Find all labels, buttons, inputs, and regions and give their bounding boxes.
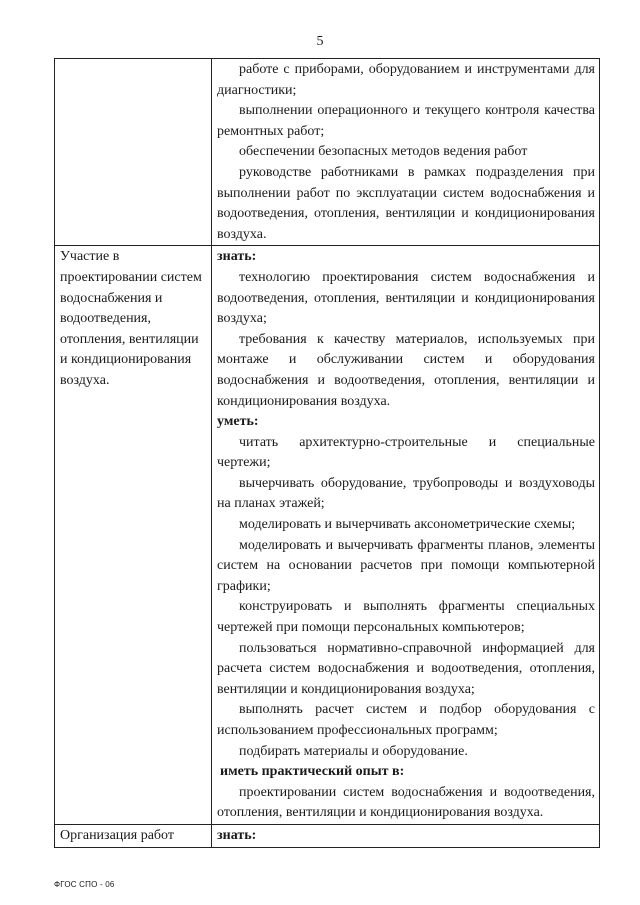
requirement-item: подбирать материалы и оборудование. xyxy=(239,743,468,759)
requirement-item: конструировать и выполнять фрагменты специальных чертежей при помощи персональных компьютеров; xyxy=(217,599,595,636)
requirement-item: читать архитектурно-строительные и специальные чертежи; xyxy=(217,434,595,471)
section-heading: знать: xyxy=(217,249,257,265)
requirement-item: выполнять расчет систем и подбор оборудования с использованием профессиональных программ; xyxy=(217,702,595,738)
document-footer: ФГОС СПО - 06 xyxy=(54,880,115,889)
requirement-item: технологию проектирования систем водоснабжения и водоотведения, отопления, вентиляции и кондиционирования воздуха; xyxy=(217,269,595,327)
section-heading: знать: xyxy=(217,827,257,843)
competency-table xyxy=(54,58,600,848)
requirement-item: пользоваться нормативно-справочной информацией для расчета систем водоснабжения и водоотведения, отопления, вентиляции и кондиционирования воздуха; xyxy=(217,640,595,697)
requirement-item: проектировании систем водоснабжения и водоотведения, отопления, вентиляции и кондиционирования воздуха. xyxy=(217,784,595,821)
activity-cell xyxy=(55,59,212,246)
table-row xyxy=(55,246,600,825)
requirement-item: руководстве работниками в рамках подразделения при выполнении работ по эксплуатации систем водоснабжения и водоотведения, отопления, вентиляции и кондиционирования воздуха. xyxy=(217,164,595,242)
page-number: 5 xyxy=(316,34,324,49)
table-row xyxy=(55,59,600,246)
section-heading: иметь практический опыт в: xyxy=(220,764,405,780)
section-heading: уметь: xyxy=(217,414,259,430)
requirement-item: моделировать и вычерчивать фрагменты планов, элементы систем на основании расчетов при помощи компьютерной графики; xyxy=(217,537,595,594)
requirement-item: вычерчивать оборудование, трубопроводы и воздуховоды на планах этажей; xyxy=(217,475,595,512)
requirement-item: выполнении операционного и текущего контроля качества ремонтных работ; xyxy=(217,103,595,139)
activity-cell: Организация работ xyxy=(55,824,212,847)
requirements-cell xyxy=(212,59,600,246)
table-row xyxy=(55,824,600,847)
requirement-item: работе с приборами, оборудованием и инструментами для диагностики; xyxy=(217,62,595,98)
requirements-cell xyxy=(212,246,600,825)
requirement-item: требования к качеству материалов, используемых при монтаже и обслуживании систем и оборудования водоснабжения и водоотведения, отопления, вентиляции и кондиционирования воздуха. xyxy=(217,331,595,409)
requirement-item: обеспечении безопасных методов ведения работ xyxy=(239,144,528,160)
activity-cell: Участие в проектировании систем водоснабжения и водоотведения, отопления, вентиляции и кондиционирования воздуха. xyxy=(55,246,212,825)
requirement-item: моделировать и вычерчивать аксонометрические схемы; xyxy=(239,517,576,533)
requirements-cell xyxy=(212,824,600,847)
